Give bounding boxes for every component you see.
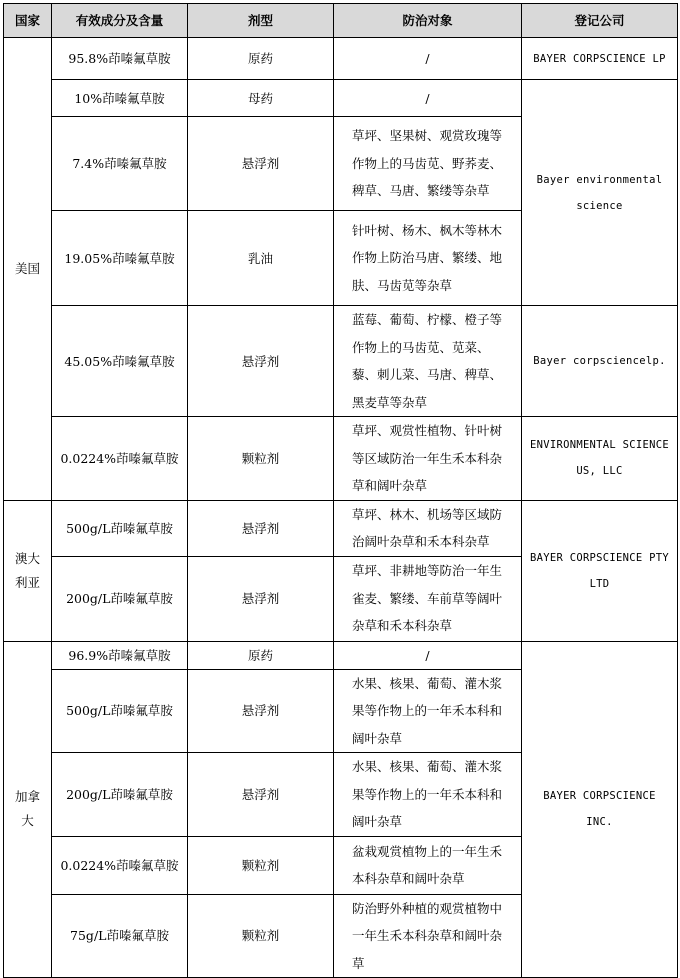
country-australia: 澳大利亚 bbox=[4, 500, 52, 641]
formulation-cell: 颗粒剂 bbox=[188, 836, 334, 894]
target-cell: 盆栽观赏植物上的一年生禾本科杂草和阔叶杂草 bbox=[334, 836, 522, 894]
company-cell: ENVIRONMENTAL SCIENCE US, LLC bbox=[522, 417, 678, 501]
company-cell: BAYER CORPSCIENCE INC. bbox=[522, 641, 678, 978]
company-cell: BAYER CORPSCIENCE LP bbox=[522, 38, 678, 80]
formulation-cell: 悬浮剂 bbox=[188, 753, 334, 837]
target-cell: / bbox=[334, 38, 522, 80]
header-target: 防治对象 bbox=[334, 4, 522, 38]
ingredient-cell: 200g/L茚嗪氟草胺 bbox=[52, 753, 188, 837]
company-cell: Bayer environmental science bbox=[522, 80, 678, 306]
ingredient-cell: 0.0224%茚嗪氟草胺 bbox=[52, 417, 188, 501]
target-cell: 草坪、林木、机场等区域防治阔叶杂草和禾本科杂草 bbox=[334, 500, 522, 556]
table-row bbox=[4, 417, 678, 501]
header-company: 登记公司 bbox=[522, 4, 678, 38]
target-cell: / bbox=[334, 641, 522, 669]
target-cell: 蓝莓、葡萄、柠檬、橙子等作物上的马齿苋、苋菜、藜、刺儿菜、马唐、稗草、黑麦草等杂草 bbox=[334, 306, 522, 417]
formulation-cell: 悬浮剂 bbox=[188, 669, 334, 753]
company-cell: BAYER CORPSCIENCE PTY LTD bbox=[522, 500, 678, 641]
formulation-cell: 悬浮剂 bbox=[188, 556, 334, 641]
ingredient-cell: 19.05%茚嗪氟草胺 bbox=[52, 211, 188, 306]
registration-table bbox=[3, 3, 678, 978]
formulation-cell: 乳油 bbox=[188, 211, 334, 306]
target-cell: 防治野外种植的观赏植物中一年生禾本科杂草和阔叶杂草 bbox=[334, 894, 522, 978]
formulation-cell: 母药 bbox=[188, 80, 334, 117]
ingredient-cell: 45.05%茚嗪氟草胺 bbox=[52, 306, 188, 417]
header-formulation: 剂型 bbox=[188, 4, 334, 38]
target-cell: 水果、核果、葡萄、灌木浆果等作物上的一年禾本科和阔叶杂草 bbox=[334, 753, 522, 837]
ingredient-cell: 75g/L茚嗪氟草胺 bbox=[52, 894, 188, 978]
ingredient-cell: 95.8%茚嗪氟草胺 bbox=[52, 38, 188, 80]
target-cell: 水果、核果、葡萄、灌木浆果等作物上的一年禾本科和阔叶杂草 bbox=[334, 669, 522, 753]
ingredient-cell: 10%茚嗪氟草胺 bbox=[52, 80, 188, 117]
table-row bbox=[4, 500, 678, 556]
country-usa: 美国 bbox=[4, 38, 52, 501]
ingredient-cell: 0.0224%茚嗪氟草胺 bbox=[52, 836, 188, 894]
header-row bbox=[4, 4, 678, 38]
formulation-cell: 原药 bbox=[188, 641, 334, 669]
target-cell: / bbox=[334, 80, 522, 117]
ingredient-cell: 96.9%茚嗪氟草胺 bbox=[52, 641, 188, 669]
ingredient-cell: 500g/L茚嗪氟草胺 bbox=[52, 669, 188, 753]
ingredient-cell: 500g/L茚嗪氟草胺 bbox=[52, 500, 188, 556]
ingredient-cell: 200g/L茚嗪氟草胺 bbox=[52, 556, 188, 641]
formulation-cell: 悬浮剂 bbox=[188, 500, 334, 556]
ingredient-cell: 7.4%茚嗪氟草胺 bbox=[52, 117, 188, 211]
formulation-cell: 悬浮剂 bbox=[188, 117, 334, 211]
table-row bbox=[4, 80, 678, 117]
formulation-cell: 颗粒剂 bbox=[188, 894, 334, 978]
target-cell: 针叶树、杨木、枫木等林木作物上防治马唐、繁缕、地肤、马齿苋等杂草 bbox=[334, 211, 522, 306]
table-row bbox=[4, 306, 678, 417]
table-row bbox=[4, 38, 678, 80]
target-cell: 草坪、非耕地等防治一年生雀麦、繁缕、车前草等阔叶杂草和禾本科杂草 bbox=[334, 556, 522, 641]
table-row bbox=[4, 641, 678, 669]
country-canada: 加拿大 bbox=[4, 641, 52, 978]
formulation-cell: 颗粒剂 bbox=[188, 417, 334, 501]
target-cell: 草坪、坚果树、观赏玫瑰等作物上的马齿苋、野荞麦、稗草、马唐、繁缕等杂草 bbox=[334, 117, 522, 211]
header-ingredient: 有效成分及含量 bbox=[52, 4, 188, 38]
company-cell: Bayer corpsciencelp. bbox=[522, 306, 678, 417]
formulation-cell: 原药 bbox=[188, 38, 334, 80]
target-cell: 草坪、观赏性植物、针叶树等区域防治一年生禾本科杂草和阔叶杂草 bbox=[334, 417, 522, 501]
header-country: 国家 bbox=[4, 4, 52, 38]
formulation-cell: 悬浮剂 bbox=[188, 306, 334, 417]
